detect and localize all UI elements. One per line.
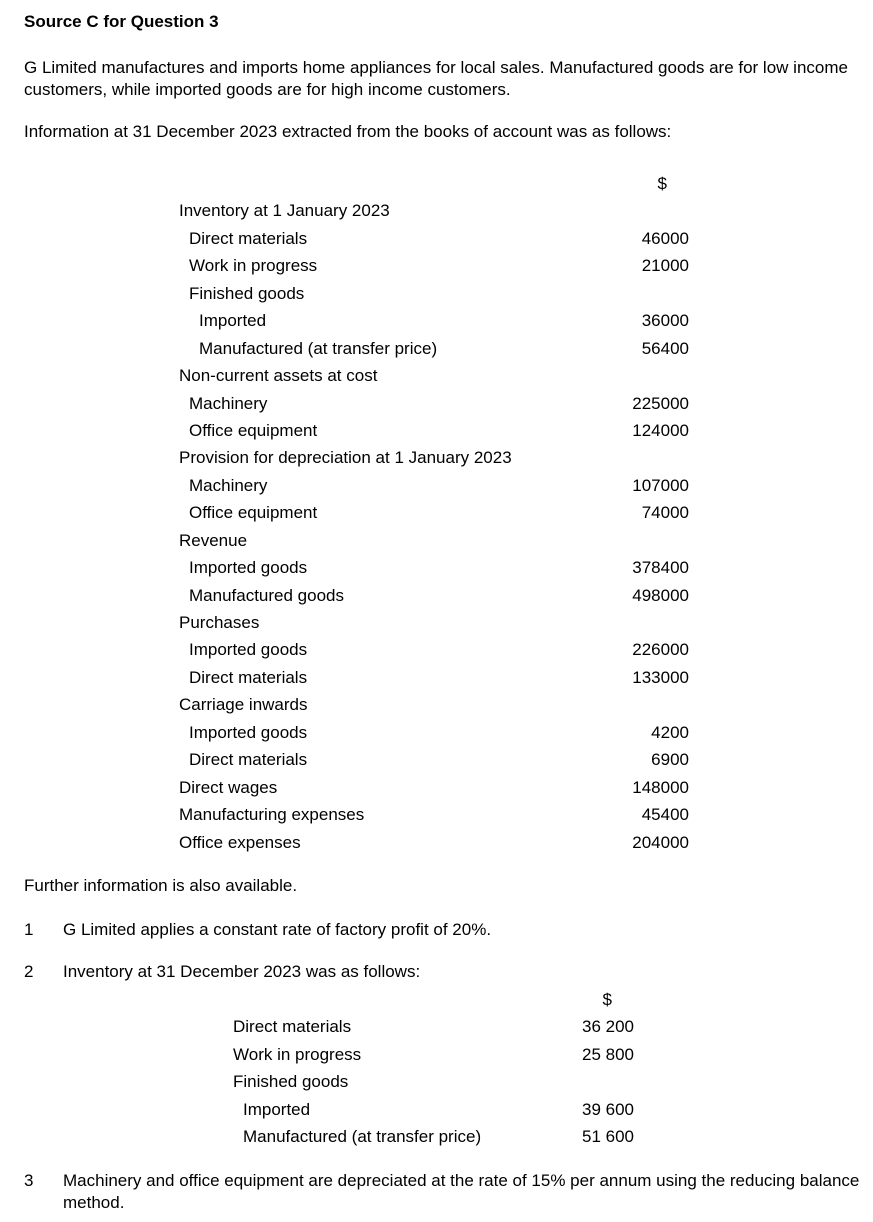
table-row (179, 527, 689, 554)
further-info: Further information is also available. (24, 876, 298, 895)
row-value: 21000 (641, 256, 689, 276)
row-label: Imported goods (189, 558, 308, 578)
page-title: Source C for Question 3 (24, 12, 219, 31)
table-row (179, 225, 689, 252)
table-row (179, 636, 689, 663)
row-label: Revenue (179, 530, 248, 550)
row-value: 148000 (632, 777, 689, 797)
row-value: 25 800 (582, 1044, 634, 1064)
row-label: Finished goods (233, 1072, 349, 1092)
table-row (179, 746, 689, 773)
row-label: Imported (243, 1099, 311, 1119)
row-label: Direct materials (233, 1017, 352, 1037)
item-text: G Limited applies a constant rate of factory profit of 20%. (63, 920, 492, 939)
table-row (179, 691, 689, 718)
intro-paragraph: G Limited manufactures and imports home appliances for local sales. Manufactured goods are for low income customers, while imported goods are for high income customers. (24, 58, 848, 99)
table-row (179, 582, 689, 609)
accounts-table (179, 170, 689, 856)
table-row (179, 774, 689, 801)
row-value: 6900 (651, 750, 689, 770)
row-label: Office expenses (179, 832, 301, 852)
row-label: Work in progress (189, 256, 318, 276)
row-label: Direct materials (189, 750, 308, 770)
currency-header-row (233, 986, 634, 1013)
row-label: Office equipment (189, 420, 318, 440)
table-row (179, 390, 689, 417)
row-label: Finished goods (189, 283, 305, 303)
row-value: 36000 (641, 311, 689, 331)
row-value: 45400 (641, 805, 689, 825)
table-row (179, 554, 689, 581)
table-row (179, 417, 689, 444)
table-row (233, 1123, 634, 1150)
row-value: 124000 (632, 420, 689, 440)
currency-header-row (179, 170, 689, 197)
info-line: Information at 31 December 2023 extracted from the books of account was as follows: (24, 122, 672, 141)
row-value: 4200 (651, 722, 689, 742)
row-label: Manufactured goods (189, 585, 344, 605)
row-label: Manufactured (at transfer price) (243, 1127, 482, 1147)
item-text: Machinery and office equipment are depreciated at the rate of 15% per annum using the reducing balance method. (63, 1171, 860, 1212)
item-number: 2 (24, 962, 34, 981)
table-row (179, 609, 689, 636)
row-label: Provision for depreciation at 1 January 2023 (179, 448, 512, 468)
row-label: Manufactured (at transfer price) (199, 338, 438, 358)
row-value: 133000 (632, 667, 689, 687)
table-row (179, 280, 689, 307)
closing-inventory-table (233, 986, 634, 1151)
row-label: Direct materials (189, 228, 308, 248)
row-label: Machinery (189, 475, 268, 495)
item-text: Inventory at 31 December 2023 was as follows: (63, 962, 421, 981)
table-row (179, 307, 689, 334)
table-row (233, 1013, 634, 1040)
table-row (179, 499, 689, 526)
currency-header: $ (602, 990, 612, 1009)
row-value: 39 600 (582, 1099, 634, 1119)
row-label: Office equipment (189, 503, 318, 523)
row-value: 56400 (641, 338, 689, 358)
row-value: 498000 (632, 585, 689, 605)
table-row (179, 719, 689, 746)
row-value: 36 200 (582, 1017, 634, 1037)
table-row (179, 472, 689, 499)
row-value: 204000 (632, 832, 689, 852)
row-label: Direct wages (179, 777, 278, 797)
row-value: 225000 (632, 393, 689, 413)
table-row (233, 1096, 634, 1123)
row-label: Work in progress (233, 1044, 362, 1064)
row-label: Inventory at 1 January 2023 (179, 201, 390, 221)
table-row (179, 801, 689, 828)
row-label: Direct materials (189, 667, 308, 687)
row-label: Machinery (189, 393, 268, 413)
row-label: Imported (199, 311, 267, 331)
currency-header: $ (657, 174, 667, 193)
table-row (179, 444, 689, 471)
row-label: Imported goods (189, 640, 308, 660)
table-row (179, 252, 689, 279)
table-row (179, 197, 689, 224)
row-value: 107000 (632, 475, 689, 495)
table-row (179, 335, 689, 362)
table-row (233, 1068, 634, 1095)
row-value: 46000 (641, 228, 689, 248)
table-row (179, 664, 689, 691)
row-label: Carriage inwards (179, 695, 308, 715)
row-label: Purchases (179, 613, 260, 632)
table-row (233, 1041, 634, 1068)
table-row (179, 362, 689, 389)
row-value: 74000 (641, 503, 689, 523)
row-label: Non-current assets at cost (179, 366, 378, 386)
row-label: Manufacturing expenses (179, 805, 365, 825)
table-row (179, 829, 689, 856)
row-value: 51 600 (582, 1127, 634, 1147)
item-number: 3 (24, 1171, 34, 1190)
row-value: 226000 (632, 640, 689, 660)
row-label: Imported goods (189, 722, 308, 742)
item-number: 1 (24, 920, 34, 939)
row-value: 378400 (632, 558, 689, 578)
